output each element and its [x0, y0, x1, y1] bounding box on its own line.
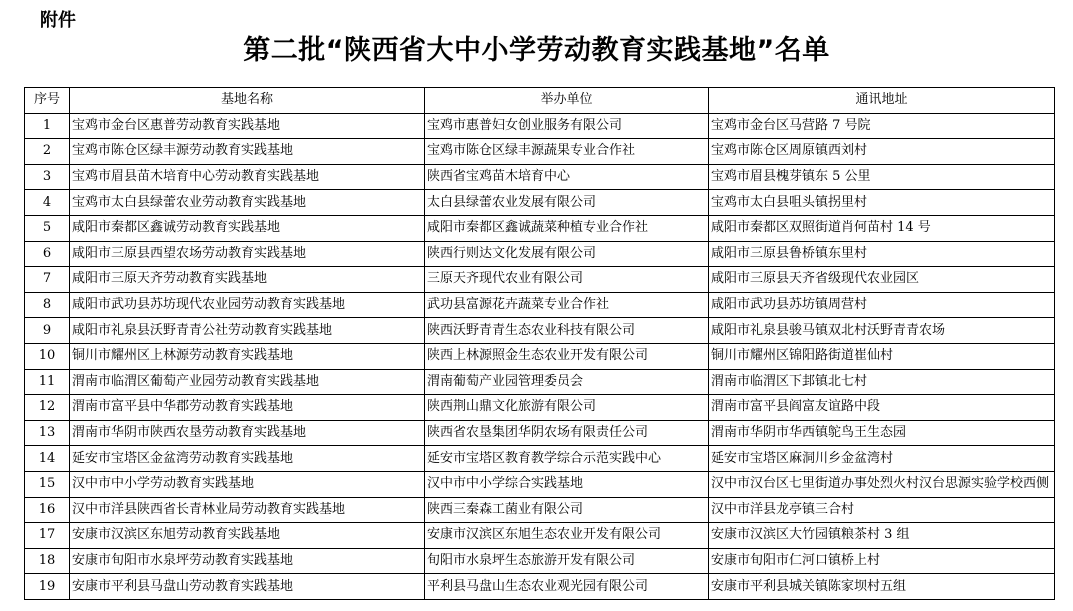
cell-base-name: 咸阳市秦都区鑫诚劳动教育实践基地	[70, 215, 425, 241]
cell-organizer: 武功县富源花卉蔬菜专业合作社	[425, 292, 709, 318]
cell-address: 安康市汉滨区大竹园镇粮茶村 3 组	[709, 523, 1055, 549]
cell-base-name: 汉中市中小学劳动教育实践基地	[70, 471, 425, 497]
table-row	[25, 343, 1055, 369]
table-row	[25, 241, 1055, 267]
cell-organizer: 延安市宝塔区教育教学综合示范实践中心	[425, 446, 709, 472]
cell-no: 19	[25, 574, 70, 600]
cell-organizer: 渭南葡萄产业园管理委员会	[425, 369, 709, 395]
header-base-name: 基地名称	[70, 88, 425, 114]
cell-organizer: 咸阳市秦都区鑫诚蔬菜种植专业合作社	[425, 215, 709, 241]
table-row	[25, 318, 1055, 344]
cell-organizer: 陕西行则达文化发展有限公司	[425, 241, 709, 267]
cell-no: 8	[25, 292, 70, 318]
cell-no: 14	[25, 446, 70, 472]
cell-address: 咸阳市三原县天齐省级现代农业园区	[709, 267, 1055, 293]
base-list-table	[24, 87, 1055, 600]
cell-no: 5	[25, 215, 70, 241]
cell-address: 汉中市洋县龙亭镇三合村	[709, 497, 1055, 523]
attachment-label: 附件	[40, 10, 76, 31]
cell-address: 延安市宝塔区麻洞川乡金盆湾村	[709, 446, 1055, 472]
table-row	[25, 420, 1055, 446]
cell-address: 宝鸡市太白县咀头镇拐里村	[709, 190, 1055, 216]
cell-no: 15	[25, 471, 70, 497]
cell-address: 宝鸡市眉县槐芽镇东 5 公里	[709, 164, 1055, 190]
cell-base-name: 咸阳市武功县苏坊现代农业园劳动教育实践基地	[70, 292, 425, 318]
table-row	[25, 113, 1055, 139]
cell-organizer: 宝鸡市陈仓区绿丰源蔬果专业合作社	[425, 139, 709, 165]
cell-base-name: 延安市宝塔区金盆湾劳动教育实践基地	[70, 446, 425, 472]
cell-address: 渭南市富平县阎富友谊路中段	[709, 395, 1055, 421]
cell-organizer: 陕西省农垦集团华阴农场有限责任公司	[425, 420, 709, 446]
header-organizer: 举办单位	[425, 88, 709, 114]
cell-no: 11	[25, 369, 70, 395]
table-row	[25, 574, 1055, 600]
cell-address: 宝鸡市陈仓区周原镇西刘村	[709, 139, 1055, 165]
table-row	[25, 190, 1055, 216]
cell-no: 13	[25, 420, 70, 446]
document-title: 第二批“陕西省大中小学劳动教育实践基地”名单	[243, 35, 830, 66]
cell-address: 咸阳市秦都区双照街道肖何苗村 14 号	[709, 215, 1055, 241]
cell-no: 12	[25, 395, 70, 421]
table-row	[25, 369, 1055, 395]
cell-base-name: 咸阳市礼泉县沃野青青公社劳动教育实践基地	[70, 318, 425, 344]
cell-organizer: 陕西沃野青青生态农业科技有限公司	[425, 318, 709, 344]
cell-address: 咸阳市礼泉县骏马镇双北村沃野青青农场	[709, 318, 1055, 344]
cell-organizer: 汉中市中小学综合实践基地	[425, 471, 709, 497]
cell-no: 7	[25, 267, 70, 293]
cell-no: 16	[25, 497, 70, 523]
cell-base-name: 渭南市富平县中华郡劳动教育实践基地	[70, 395, 425, 421]
cell-base-name: 宝鸡市陈仓区绿丰源劳动教育实践基地	[70, 139, 425, 165]
cell-base-name: 安康市平利县马盘山劳动教育实践基地	[70, 574, 425, 600]
cell-organizer: 陕西省宝鸡苗木培育中心	[425, 164, 709, 190]
cell-address: 安康市旬阳市仁河口镇桥上村	[709, 548, 1055, 574]
table-row	[25, 164, 1055, 190]
cell-address: 咸阳市武功县苏坊镇周营村	[709, 292, 1055, 318]
table-row	[25, 446, 1055, 472]
table-row	[25, 267, 1055, 293]
table-row	[25, 215, 1055, 241]
cell-no: 6	[25, 241, 70, 267]
cell-base-name: 渭南市临渭区葡萄产业园劳动教育实践基地	[70, 369, 425, 395]
cell-address: 咸阳市三原县鲁桥镇东里村	[709, 241, 1055, 267]
table-row	[25, 497, 1055, 523]
cell-address: 安康市平利县城关镇陈家坝村五组	[709, 574, 1055, 600]
cell-base-name: 铜川市耀州区上林源劳动教育实践基地	[70, 343, 425, 369]
cell-base-name: 渭南市华阴市陕西农垦劳动教育实践基地	[70, 420, 425, 446]
table-row	[25, 548, 1055, 574]
cell-no: 18	[25, 548, 70, 574]
cell-base-name: 安康市旬阳市水泉坪劳动教育实践基地	[70, 548, 425, 574]
table-row	[25, 523, 1055, 549]
cell-organizer: 陕西荆山鼎文化旅游有限公司	[425, 395, 709, 421]
table-row	[25, 139, 1055, 165]
table-header-row	[25, 88, 1055, 114]
cell-no: 10	[25, 343, 70, 369]
cell-base-name: 咸阳市三原天齐劳动教育实践基地	[70, 267, 425, 293]
cell-no: 4	[25, 190, 70, 216]
cell-no: 17	[25, 523, 70, 549]
cell-organizer: 宝鸡市惠普妇女创业服务有限公司	[425, 113, 709, 139]
cell-organizer: 三原天齐现代农业有限公司	[425, 267, 709, 293]
cell-base-name: 宝鸡市金台区惠普劳动教育实践基地	[70, 113, 425, 139]
cell-no: 9	[25, 318, 70, 344]
cell-organizer: 旬阳市水泉坪生态旅游开发有限公司	[425, 548, 709, 574]
cell-base-name: 汉中市洋县陕西省长青林业局劳动教育实践基地	[70, 497, 425, 523]
cell-no: 2	[25, 139, 70, 165]
header-address: 通讯地址	[709, 88, 1055, 114]
cell-base-name: 宝鸡市太白县绿蕾农业劳动教育实践基地	[70, 190, 425, 216]
cell-address: 铜川市耀州区锦阳路街道崔仙村	[709, 343, 1055, 369]
cell-base-name: 咸阳市三原县西望农场劳动教育实践基地	[70, 241, 425, 267]
cell-base-name: 安康市汉滨区东旭劳动教育实践基地	[70, 523, 425, 549]
table-row	[25, 292, 1055, 318]
table-row	[25, 471, 1055, 497]
cell-organizer: 陕西上林源照金生态农业开发有限公司	[425, 343, 709, 369]
cell-organizer: 安康市汉滨区东旭生态农业开发有限公司	[425, 523, 709, 549]
cell-no: 3	[25, 164, 70, 190]
header-no: 序号	[25, 88, 70, 114]
cell-address: 汉中市汉台区七里街道办事处烈火村汉台思源实验学校西侧	[709, 471, 1055, 497]
cell-address: 渭南市华阴市华西镇鸵鸟王生态园	[709, 420, 1055, 446]
cell-organizer: 陕西三秦森工菌业有限公司	[425, 497, 709, 523]
cell-base-name: 宝鸡市眉县苗木培育中心劳动教育实践基地	[70, 164, 425, 190]
cell-no: 1	[25, 113, 70, 139]
cell-address: 宝鸡市金台区马营路 7 号院	[709, 113, 1055, 139]
table-row	[25, 395, 1055, 421]
cell-organizer: 太白县绿蕾农业发展有限公司	[425, 190, 709, 216]
cell-address: 渭南市临渭区下邽镇北七村	[709, 369, 1055, 395]
cell-organizer: 平利县马盘山生态农业观光园有限公司	[425, 574, 709, 600]
